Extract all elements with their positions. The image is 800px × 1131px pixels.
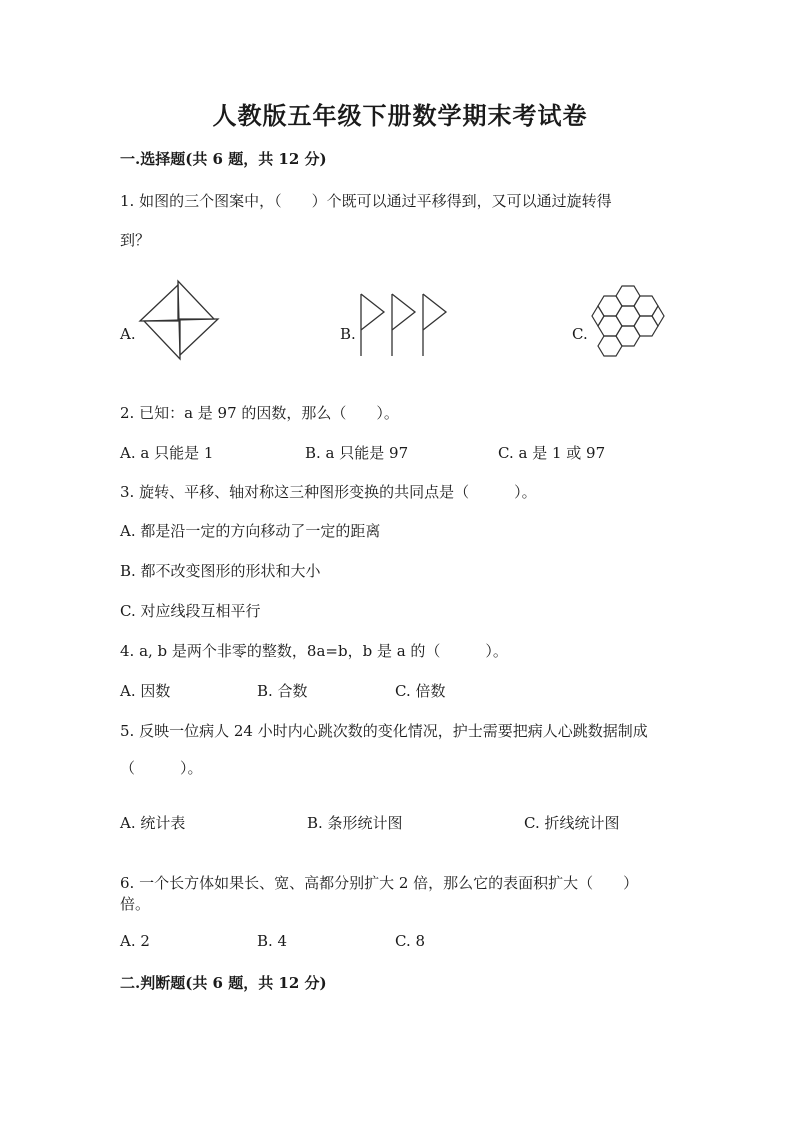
question-6-option-c: C. 8 xyxy=(395,932,426,950)
question-4-option-b: B. 合数 xyxy=(257,682,308,700)
question-1-text: 1. 如图的三个图案中，（ ）个既可以通过平移得到，又可以通过旋转得 xyxy=(120,192,612,210)
question-1-text-cont: 到？ xyxy=(120,231,151,249)
question-2-option-a: A. a 只能是 1 xyxy=(120,444,214,462)
question-1-option-b-label: B. xyxy=(340,325,356,343)
question-3-option-b: B. 都不改变图形的形状和大小 xyxy=(120,562,321,580)
question-5-option-b: B. 条形统计图 xyxy=(307,814,403,832)
question-4-text: 4. a, b 是两个非零的整数，8a=b，b 是 a 的（ ）。 xyxy=(120,642,508,660)
question-5-text-cont: （ ）。 xyxy=(120,759,203,777)
question-6-option-a: A. 2 xyxy=(120,932,150,950)
question-3-text: 3. 旋转、平移、轴对称这三种图形变换的共同点是（ ）。 xyxy=(120,483,537,501)
question-3-option-c: C. 对应线段互相平行 xyxy=(120,602,261,620)
question-2-text: 2. 已知：a 是 97 的因数，那么（ ）。 xyxy=(120,404,399,422)
question-5-option-a: A. 统计表 xyxy=(120,814,186,832)
hexagon-cluster-figure xyxy=(592,284,664,358)
pinwheel-figure xyxy=(140,281,218,359)
section-heading-choice: 一.选择题(共 6 题，共 12 分) xyxy=(120,150,327,168)
flags-figure xyxy=(355,292,455,358)
question-6-option-b: B. 4 xyxy=(257,932,288,950)
question-6-text-cont: 倍。 xyxy=(120,895,151,913)
question-4-option-c: C. 倍数 xyxy=(395,682,446,700)
question-5-option-c: C. 折线统计图 xyxy=(524,814,620,832)
question-2-option-b: B. a 只能是 97 xyxy=(305,444,409,462)
question-3-option-a: A. 都是沿一定的方向移动了一定的距离 xyxy=(120,522,381,540)
question-1-option-c-label: C. xyxy=(572,325,588,343)
question-2-option-c: C. a 是 1 或 97 xyxy=(498,444,606,462)
question-4-option-a: A. 因数 xyxy=(120,682,171,700)
question-6-text: 6. 一个长方体如果长、宽、高都分别扩大 2 倍，那么它的表面积扩大（ ） xyxy=(120,874,639,892)
page-title: 人教版五年级下册数学期末考试卷 xyxy=(212,101,588,130)
question-5-text: 5. 反映一位病人 24 小时内心跳次数的变化情况，护士需要把病人心跳数据制成 xyxy=(120,722,648,740)
section-heading-judgement: 二.判断题(共 6 题，共 12 分) xyxy=(120,974,327,992)
question-1-option-a-label: A. xyxy=(120,325,136,343)
